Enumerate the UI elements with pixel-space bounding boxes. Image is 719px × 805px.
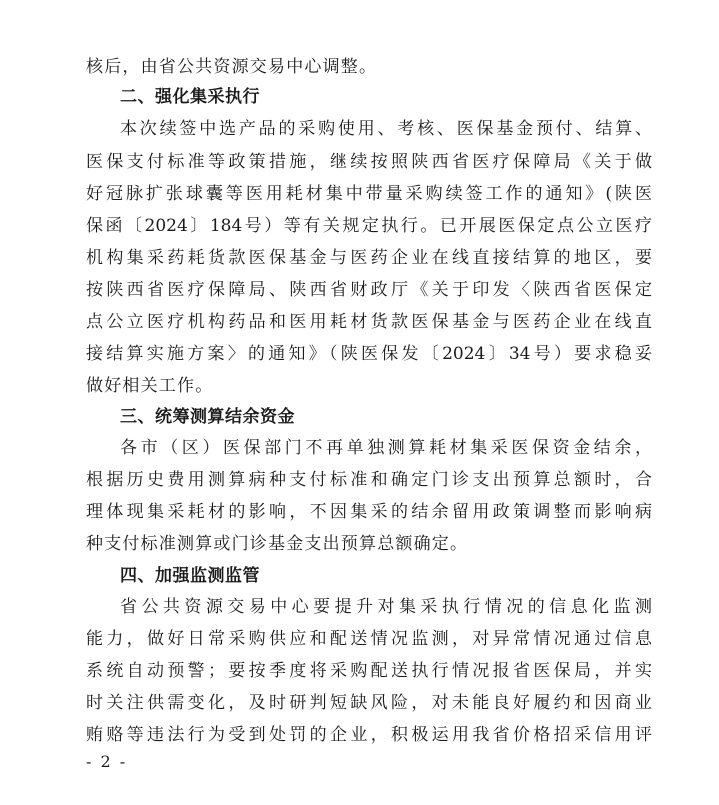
section-heading-3: 三、统筹测算结余资金 xyxy=(120,407,295,427)
text-line: 能力，做好日常采购供应和配送情况监测，对异常情况通过信息 xyxy=(86,629,652,649)
text-line: 理体现集采耗材的影响，不因集采的结余留用政策调整而影响病 xyxy=(86,502,652,522)
section-heading-4: 四、加强监测监管 xyxy=(120,566,260,586)
text-line: 好冠脉扩张球囊等医用耗材集中带量采购续签工作的通知》(陕医 xyxy=(86,184,652,204)
text-line: 接结算实施方案〉的通知》（陕医保发〔2024〕34号）要求稳妥 xyxy=(86,344,652,364)
text-line: 机构集采药耗货款医保基金与医药企业在线直接结算的地区，要 xyxy=(86,248,652,268)
text-line: 做好相关工作。 xyxy=(86,376,214,396)
text-line: 本次续签中选产品的采购使用、考核、医保基金预付、结算、 xyxy=(120,119,652,139)
text-line: 保函〔2024〕184号）等有关规定执行。已开展医保定点公立医疗 xyxy=(86,216,652,236)
text-line: 点公立医疗机构药品和医用耗材货款医保基金与医药企业在线直 xyxy=(86,312,652,332)
section-heading-2: 二、强化集采执行 xyxy=(120,87,260,107)
page-number: - 2 - xyxy=(86,752,128,771)
text-line: 根据历史费用测算病种支付标准和确定门诊支出预算总额时，合 xyxy=(86,470,652,490)
text-line: 省公共资源交易中心要提升对集采执行情况的信息化监测 xyxy=(120,597,652,617)
text-line: 各市（区）医保部门不再单独测算耗材集采医保资金结余， xyxy=(120,438,652,458)
text-line: 贿赂等违法行为受到处罚的企业，积极运用我省价格招采信用评 xyxy=(86,725,652,745)
text-line: 时关注供需变化，及时研判短缺风险，对未能良好履约和因商业 xyxy=(86,693,652,713)
text-line: 系统自动预警；要按季度将采购配送执行情况报省医保局，并实 xyxy=(86,661,652,681)
text-line: 种支付标准测算或门诊基金支出预算总额确定。 xyxy=(86,534,469,554)
text-line: 医保支付标准等政策措施，继续按照陕西省医疗保障局《关于做 xyxy=(86,152,652,172)
text-line: 按陕西省医疗保障局、陕西省财政厅《关于印发〈陕西省医保定 xyxy=(86,280,652,300)
text-line: 核后，由省公共资源交易中心调整。 xyxy=(86,57,378,77)
